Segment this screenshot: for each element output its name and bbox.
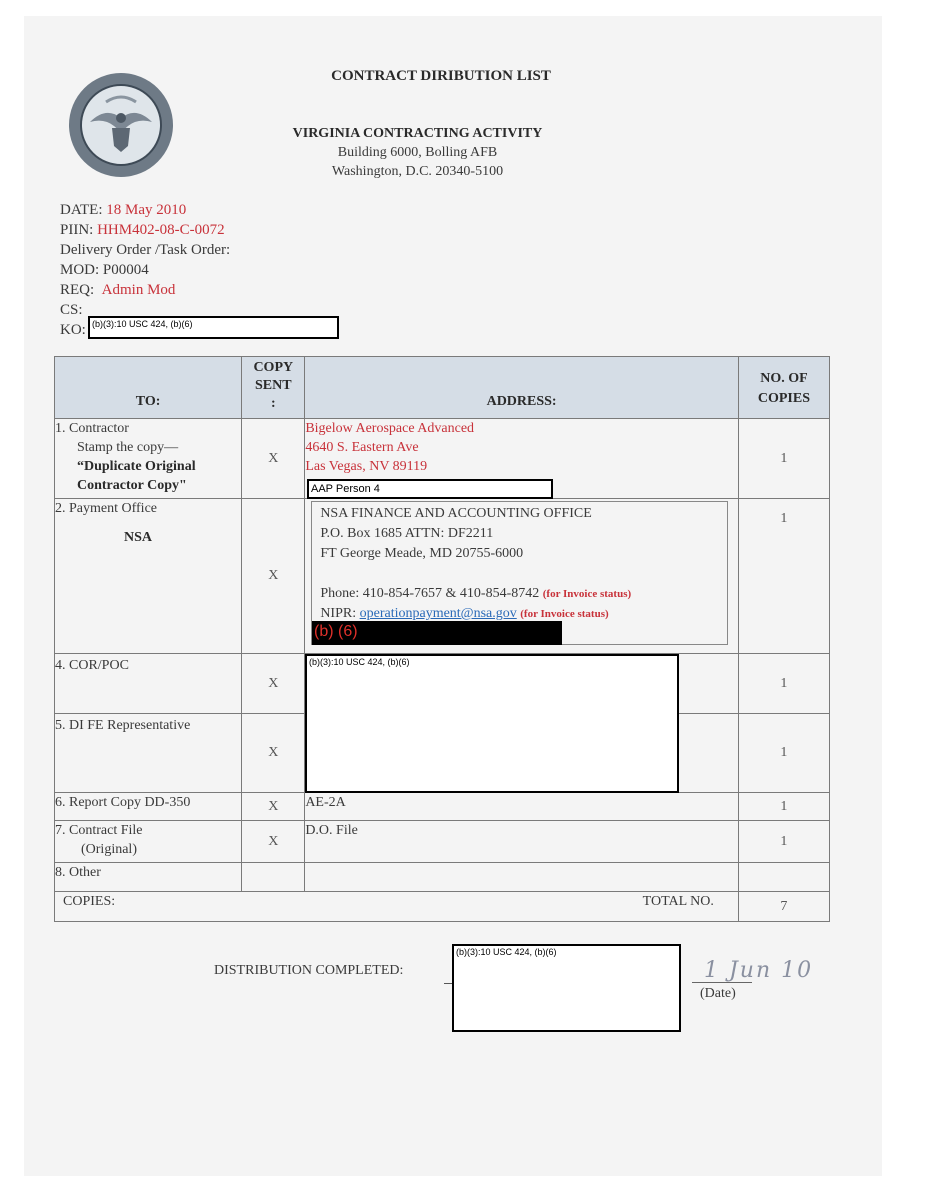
payment-redaction-bar (312, 621, 562, 645)
footer-copies-label: COPIES: (63, 894, 116, 909)
row7-address: D.O. File (305, 821, 739, 863)
row1-to-line3: “Duplicate Original (77, 459, 196, 474)
date-label: DATE: (60, 202, 103, 218)
distribution-redaction-box (452, 944, 681, 1032)
nipr-email-link[interactable]: operationpayment@nsa.gov (359, 606, 517, 621)
table-header-row (55, 357, 830, 419)
delivery-order-label: Delivery Order /Task Order: (60, 242, 231, 258)
row1-sent: X (242, 419, 305, 499)
row2-address-line1: NSA FINANCE AND ACCOUNTING OFFICE (320, 506, 592, 521)
row8-sent (242, 863, 305, 892)
date-value: 18 May 2010 (106, 202, 187, 218)
header-copy-sent-line2: SENT (254, 378, 292, 393)
piin-label: PIIN: (60, 222, 94, 238)
table-footer-row (55, 892, 830, 922)
row1-to (55, 419, 242, 499)
row2-sent: X (242, 499, 305, 654)
row2-copies: 1 (738, 499, 829, 654)
header-copies-line1: NO. OF (760, 371, 808, 386)
footer-copies-cell (55, 892, 739, 922)
cor-redaction-code: (b)(3):10 USC 424, (b)(6) (309, 657, 410, 667)
header-copy-sent-line1: COPY (253, 360, 294, 375)
row2-phone: Phone: 410-854-7657 & 410-854-8742 (320, 586, 540, 601)
date-label: (Date) (700, 986, 736, 1001)
row1-to-line2: Stamp the copy— (77, 440, 179, 455)
mod-value: P00004 (102, 262, 149, 278)
table-row (55, 793, 830, 821)
document-title: CONTRACT DIRIBUTION LIST (331, 68, 551, 84)
address-line-1: Building 6000, Bolling AFB (337, 145, 498, 160)
row5-sent: X (242, 714, 305, 793)
table-row (55, 821, 830, 863)
row8-copies (738, 863, 829, 892)
row2-address-line3: FT George Meade, MD 20755-6000 (320, 546, 524, 561)
cor-redaction-box (305, 654, 679, 793)
contractor-person-box (307, 479, 553, 499)
distribution-completed-label: DISTRIBUTION COMPLETED: (214, 963, 404, 978)
header-to: TO: (55, 357, 242, 419)
req-value: Admin Mod (101, 282, 176, 298)
mod-label: MOD: (60, 262, 100, 278)
handwritten-date: 1 Jun 10 (704, 958, 814, 983)
payment-redaction-code: (b) (6) (314, 623, 358, 640)
row1-address-line2: 4640 S. Eastern Ave (305, 440, 419, 455)
contractor-person-text: AAP Person 4 (311, 483, 380, 495)
row1-to-line4: Contractor Copy" (77, 478, 187, 493)
header-copy-sent (242, 357, 305, 419)
row2-nipr-note: (for Invoice status) (520, 608, 609, 620)
row2-to-line1: 2. Payment Office (55, 501, 157, 516)
row8-to: 8. Other (55, 863, 242, 892)
distribution-redaction-code: (b)(3):10 USC 424, (b)(6) (456, 947, 557, 957)
row2-phone-note: (for Invoice status) (542, 588, 632, 600)
date-signature-line (692, 982, 752, 983)
row6-address: AE-2A (305, 793, 739, 821)
piin-value: HHM402-08-C-0072 (97, 222, 225, 238)
header-copy-sent-line3: : (270, 396, 276, 411)
row6-to: 6. Report Copy DD-350 (55, 793, 242, 821)
row5-to: 5. DI FE Representative (55, 714, 242, 793)
address-line-2: Washington, D.C. 20340-5100 (331, 164, 504, 179)
organization-name: VIRGINIA CONTRACTING ACTIVITY (292, 126, 543, 141)
req-label: REQ: (60, 282, 95, 298)
row7-sent: X (242, 821, 305, 863)
cs-label: CS: (60, 302, 83, 318)
row7-to-line2: (Original) (81, 842, 137, 857)
row4-sent: X (242, 654, 305, 714)
row1-address-line3: Las Vegas, NV 89119 (305, 459, 428, 474)
row7-to (55, 821, 242, 863)
row4-copies: 1 (738, 654, 829, 714)
ko-redaction-box (88, 316, 339, 339)
row2-to (55, 499, 242, 654)
row1-address-line1: Bigelow Aerospace Advanced (305, 421, 475, 436)
header-copies-line2: COPIES (757, 391, 810, 406)
row1-to-line1: 1. Contractor (55, 421, 129, 436)
footer-total-label: TOTAL NO. (642, 894, 714, 909)
row7-copies: 1 (738, 821, 829, 863)
row1-copies: 1 (738, 419, 829, 499)
row2-address-line2: P.O. Box 1685 ATTN: DF2211 (320, 526, 494, 541)
row5-copies: 1 (738, 714, 829, 793)
header-address: ADDRESS: (305, 357, 739, 419)
row6-sent: X (242, 793, 305, 821)
ko-redaction-code: (b)(3):10 USC 424, (b)(6) (92, 319, 193, 329)
row2-to-line2: NSA (124, 530, 153, 545)
row4-to: 4. COR/POC (55, 654, 242, 714)
dod-seal-icon (68, 72, 174, 178)
row8-address (305, 863, 739, 892)
table-row (55, 863, 830, 892)
row2-nipr-label: NIPR: (320, 606, 357, 621)
row6-copies: 1 (738, 793, 829, 821)
header-copies (738, 357, 829, 419)
row7-to-line1: 7. Contract File (55, 823, 143, 838)
footer-total-value: 7 (738, 892, 829, 922)
ko-label: KO: (60, 322, 86, 338)
